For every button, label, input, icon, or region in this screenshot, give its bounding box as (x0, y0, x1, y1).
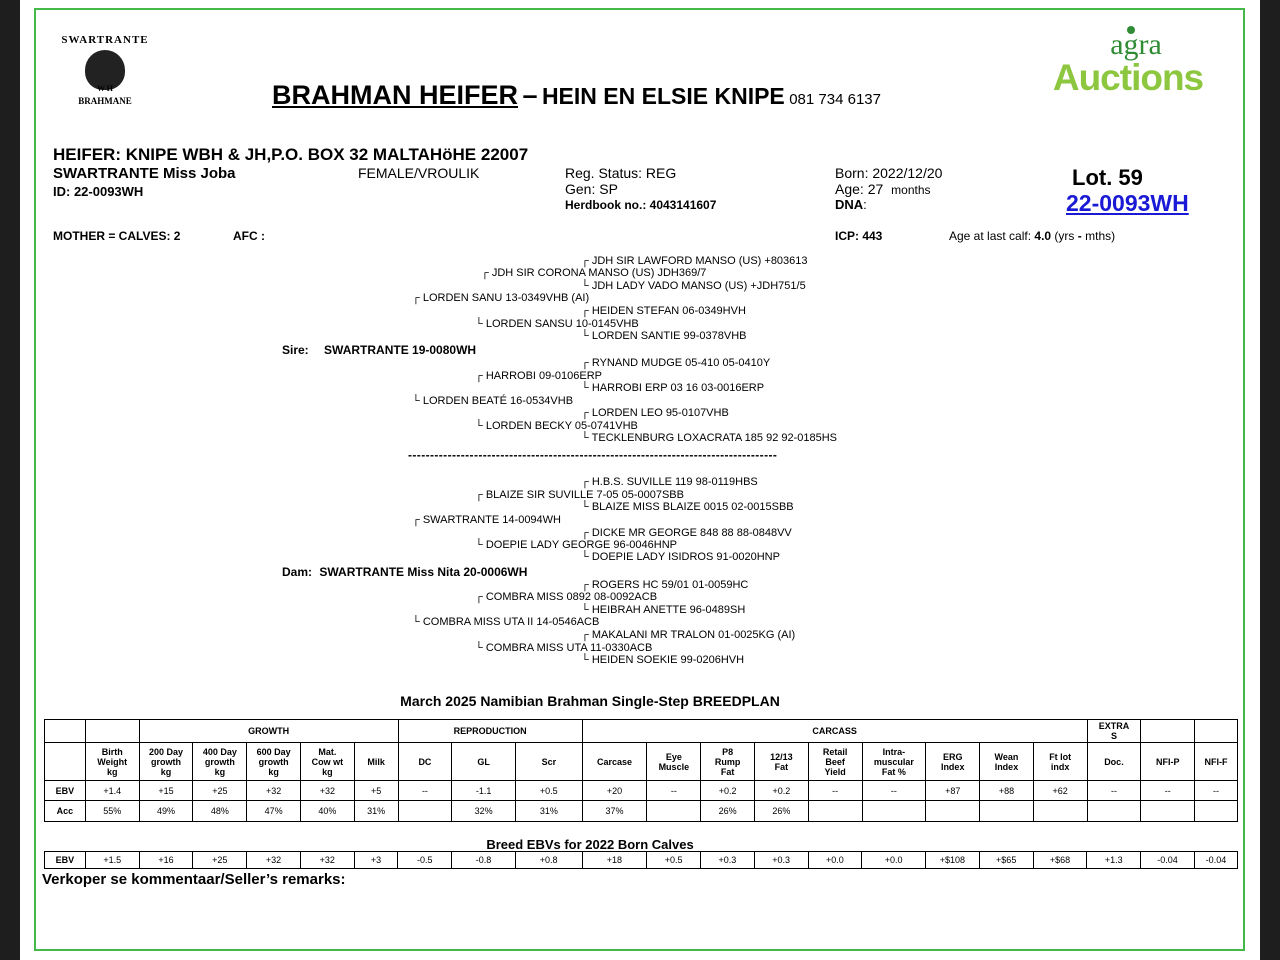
breed-ebv-cell: +1.5 (85, 852, 139, 869)
ebv-cell: +0.2 (701, 781, 755, 801)
breedplan-table (44, 719, 1238, 822)
column-header (139, 743, 193, 781)
pedigree-line: └ TECKLENBURG LOXACRATA 185 92 92-0185HS (581, 432, 838, 444)
column-header-line: GL (477, 756, 490, 767)
extras-line-a: EXTRA (1098, 721, 1130, 731)
column-header-line: Ft lot (1049, 751, 1072, 762)
age-last-calf-unit-b: mths) (1085, 229, 1116, 243)
acc-cell (398, 801, 452, 822)
column-header (701, 743, 755, 781)
column-header-line: 400 Day (202, 746, 237, 757)
breed-ebv-cell: +0.3 (754, 852, 808, 869)
ebv-cell: +0.5 (515, 781, 582, 801)
column-header-line: kg (160, 766, 172, 777)
logo-sub-text: BRAHMANE (78, 96, 132, 106)
column-header-line: kg (214, 766, 226, 777)
acc-cell (1195, 801, 1238, 822)
pedigree-line: └ JDH LADY VADO MANSO (US) +JDH751/5 (581, 280, 806, 292)
heifer-line: HEIFER: KNIPE WBH & JH,P.O. BOX 32 MALTAHöHE 22007 (53, 145, 529, 164)
breed-ebv-cell: +18 (582, 852, 647, 869)
breed-ebv-cell: +16 (139, 852, 193, 869)
column-header-line: Birth (101, 746, 123, 757)
pedigree-line: └ LORDEN SANSU 10-0145VHB (475, 318, 639, 330)
breed-ebv-cell: +0.0 (808, 852, 862, 869)
column-header (926, 743, 980, 781)
age-field (835, 181, 931, 197)
acc-cell (1033, 801, 1087, 822)
acc-cell (862, 801, 926, 822)
column-header (1195, 743, 1238, 781)
column-header (452, 743, 516, 781)
ebv-row-label: EBV (45, 781, 86, 801)
sire-label: Sire: (282, 343, 309, 357)
dna-label: DNA (835, 197, 864, 212)
column-header-line: kg (322, 766, 333, 777)
pedigree-line: ┌ H.B.S. SUVILLE 119 98-0119HBS (581, 476, 758, 488)
phone-number: 081 734 6137 (789, 91, 881, 108)
breed-ebv-cell: +0.3 (700, 852, 754, 869)
column-header-line: 600 Day (256, 746, 291, 757)
dam-row (282, 565, 527, 579)
column-header-line: ERG (942, 751, 963, 762)
ebv-cell: +1.4 (85, 781, 139, 801)
document-page (20, 0, 1260, 960)
column-header-line: Index (994, 761, 1019, 772)
column-header-line: Muscle (658, 761, 690, 772)
column-header (1141, 743, 1195, 781)
acc-cell: 32% (452, 801, 516, 822)
column-header (398, 743, 452, 781)
age-value: Age: 27 (835, 181, 884, 197)
pedigree-line: ┌ SWARTRANTE 14-0094WH (412, 514, 561, 526)
acc-cell (808, 801, 862, 822)
breed-ebv-cell: +3 (354, 852, 398, 869)
ebv-cell: +32 (301, 781, 355, 801)
column-header (354, 743, 398, 781)
column-header-line: growth (258, 756, 289, 767)
title-main: BRAHMAN HEIFER (272, 80, 518, 110)
pedigree-line: ┌ MAKALANI MR TRALON 01-0025KG (AI) (581, 629, 796, 641)
breed-ebv-cell: +25 (193, 852, 247, 869)
born-date: Born: 2022/12/20 (835, 165, 943, 181)
column-header-line: P8 (722, 746, 734, 757)
empty-cell (1195, 720, 1238, 743)
breed-ebv-cell: +32 (247, 852, 301, 869)
acc-cell (647, 801, 701, 822)
pedigree-line: └ COMBRA MISS UTA II 14-0546ACB (412, 616, 600, 628)
pedigree-line: └ HEIBRAH ANETTE 96-0489SH (581, 604, 746, 616)
growth-group-header: GROWTH (139, 720, 398, 743)
empty-cell (45, 743, 86, 781)
column-header-line: 200 Day (149, 746, 184, 757)
dna-field (835, 197, 867, 212)
column-header (582, 743, 647, 781)
herdbook-number: Herdbook no.: 4043141607 (565, 198, 717, 212)
pedigree-line: └ LORDEN BEATÉ 16-0534VHB (412, 395, 574, 407)
age-last-calf (949, 229, 1115, 243)
acc-cell: 49% (139, 801, 193, 822)
ebv-cell: -- (398, 781, 452, 801)
column-header (193, 743, 247, 781)
breed-ebv-cell: -0.5 (398, 852, 452, 869)
pedigree-line: ┌ DICKE MR GEORGE 848 88 88-0848VV (581, 527, 792, 539)
ebv-cell: +62 (1033, 781, 1087, 801)
pedigree-line: └ LORDEN SANTIE 99-0378VHB (581, 330, 747, 342)
breed-ebv-cell: +$68 (1033, 852, 1087, 869)
breed-ebv-cell: +1.3 (1087, 852, 1141, 869)
pedigree-line: ┌ HEIDEN STEFAN 06-0349HVH (581, 305, 746, 317)
carcass-group-header: CARCASS (582, 720, 1087, 743)
column-header-line: 12/13 (770, 751, 793, 762)
column-header-line: Eye (665, 751, 682, 762)
empty-cell (85, 720, 139, 743)
column-header-line: NFI-F (1204, 756, 1228, 767)
animal-name: SWARTRANTE Miss Joba (53, 165, 236, 182)
column-header (980, 743, 1034, 781)
mother-calves: MOTHER = CALVES: 2 (53, 229, 181, 243)
pedigree-line: └ HEIDEN SOEKIE 99-0206HVH (581, 654, 745, 666)
reproduction-group-header: REPRODUCTION (398, 720, 582, 743)
age-unit: months (891, 183, 931, 197)
age-last-calf-value: 4.0 (1034, 229, 1052, 243)
agra-word: agra (1110, 28, 1162, 61)
column-header-line: Fat % (881, 766, 906, 777)
column-header-line: Rump (714, 756, 741, 767)
column-header-line: kg (268, 766, 279, 777)
column-header-line: DC (418, 756, 432, 767)
breed-ebv-cell: +$65 (979, 852, 1033, 869)
column-header-line: Scr (541, 756, 557, 767)
column-header-row (45, 743, 1238, 781)
column-header (1087, 743, 1141, 781)
pedigree-line: ┌ LORDEN SANU 13-0349VHB (AI) (412, 292, 590, 304)
ebv-cell: -- (1141, 781, 1195, 801)
age-last-calf-dash: - (1077, 229, 1082, 243)
breed-ebv-cell: +32 (300, 852, 354, 869)
column-header (247, 743, 301, 781)
column-header-line: Mat. (318, 746, 337, 757)
column-header (808, 743, 862, 781)
acc-cell: 40% (301, 801, 355, 822)
acc-cell: 47% (247, 801, 301, 822)
acc-cell (1087, 801, 1141, 822)
breed-ebv-row (45, 852, 1238, 869)
column-header-line: Milk (367, 756, 385, 767)
group-header-row (45, 720, 1238, 743)
ebv-cell: +88 (980, 781, 1034, 801)
ebv-cell: -- (1195, 781, 1238, 801)
pedigree-line: ┌ COMBRA MISS 0892 08-0092ACB (475, 591, 658, 603)
pedigree-line: └ DOEPIE LADY GEORGE 96-0046HNP (475, 539, 678, 551)
auctions-word: Auctions (1052, 57, 1204, 98)
pedigree-line: ┌ RYNAND MUDGE 05-410 05-0410Y (581, 357, 771, 369)
ebv-cell: +5 (354, 781, 398, 801)
acc-cell: 37% (582, 801, 647, 822)
column-header-line: Wean (994, 751, 1019, 762)
breed-ebv-cell: -0.04 (1141, 852, 1195, 869)
acc-cell: 26% (701, 801, 755, 822)
pedigree-line: └ DOEPIE LADY ISIDROS 91-0020HNP (581, 551, 780, 563)
column-header-line: muscular (873, 756, 914, 767)
column-header-line: growth (151, 756, 182, 767)
ebv-cell: +0.2 (755, 781, 809, 801)
breed-ebv-cell: +0.0 (862, 852, 926, 869)
column-header-line: Index (940, 761, 965, 772)
acc-row (45, 801, 1238, 822)
title-dash: – (522, 80, 538, 110)
page-title (272, 80, 881, 111)
lot-id-link[interactable]: 22-0093WH (1066, 190, 1189, 216)
dam-label: Dam: (282, 565, 313, 579)
logo-initials: W H (96, 84, 114, 93)
column-header (85, 743, 139, 781)
extras-line-b: S (1110, 731, 1117, 741)
ebv-cell: +25 (193, 781, 247, 801)
breed-ebvs-table (44, 851, 1238, 869)
breed-ebv-cell: +$108 (925, 852, 979, 869)
ebv-cell: +15 (139, 781, 193, 801)
column-header-line: Retail (822, 746, 848, 757)
dam-name: SWARTRANTE Miss Nita 20-0006WH (319, 565, 528, 579)
agra-auctions-logo (1036, 30, 1220, 100)
age-last-calf-unit-a: (yrs (1054, 229, 1075, 243)
column-header-line: Cow wt (311, 756, 344, 767)
empty-cell (1141, 720, 1195, 743)
extras-group-header (1087, 720, 1141, 743)
acc-cell: 26% (755, 801, 809, 822)
breed-ebv-cell: +0.8 (515, 852, 582, 869)
pedigree-line: └ HARROBI ERP 03 16 03-0016ERP (581, 382, 765, 394)
logo-arc-text: SWARTRANTE (61, 34, 149, 46)
pedigree-line: ┌ LORDEN LEO 95-0107VHB (581, 407, 729, 419)
ebv-cell: -- (808, 781, 862, 801)
acc-cell (926, 801, 980, 822)
column-header (515, 743, 582, 781)
breed-ebv-cell: +0.5 (647, 852, 701, 869)
column-header-line: Beef (825, 756, 845, 767)
pedigree-line: ┌ ROGERS HC 59/01 01-0059HC (581, 579, 749, 591)
pedigree-separator: ------------------------------------------------------------------------------------ (408, 448, 778, 462)
ebv-cell: +32 (247, 781, 301, 801)
column-header (1033, 743, 1087, 781)
breed-ebv-cell: -0.04 (1194, 852, 1237, 869)
column-header-line: Fat (720, 766, 735, 777)
acc-cell: 55% (85, 801, 139, 822)
icp-value: ICP: 443 (835, 229, 883, 243)
animal-sex: FEMALE/VROULIK (358, 165, 480, 181)
column-header-line: kg (106, 766, 118, 777)
column-header (755, 743, 809, 781)
pedigree-line: ┌ BLAIZE SIR SUVILLE 7-05 05-0007SBB (475, 489, 684, 501)
swartrante-logo (60, 34, 150, 110)
empty-cell (45, 720, 86, 743)
ebv-cell: +87 (926, 781, 980, 801)
pedigree-line: ┌ HARROBI 09-0106ERP (475, 370, 603, 382)
ebv-row (45, 781, 1238, 801)
breed-ebvs-title: Breed EBVs for 2022 Born Calves (486, 837, 694, 852)
pedigree-line: └ LORDEN BECKY 05-0741VHB (475, 420, 638, 432)
pedigree-line: └ COMBRA MISS UTA 11-0330ACB (475, 642, 653, 654)
column-header-line: growth (204, 756, 235, 767)
breed-ebv-row-label: EBV (45, 852, 86, 869)
sire-row (282, 343, 476, 357)
breed-ebv-cell: -0.8 (452, 852, 516, 869)
acc-cell: 31% (354, 801, 398, 822)
pedigree-line: ┌ JDH SIR LAWFORD MANSO (US) +803613 (581, 255, 808, 267)
column-header-line: NFI-P (1155, 756, 1180, 767)
column-header (301, 743, 355, 781)
column-header-line: Weight (97, 756, 128, 767)
gen-status: Gen: SP (565, 181, 618, 197)
afc-label: AFC : (233, 229, 265, 243)
acc-cell (980, 801, 1034, 822)
animal-id: ID: 22-0093WH (53, 184, 144, 199)
column-header-line: Fat (774, 761, 789, 772)
column-header (862, 743, 926, 781)
acc-cell: 31% (515, 801, 582, 822)
ebv-cell: -- (647, 781, 701, 801)
breedplan-title: March 2025 Namibian Brahman Single-Step BREEDPLAN (400, 693, 780, 709)
dna-colon: : (863, 197, 867, 212)
ebv-cell: +20 (582, 781, 647, 801)
column-header-line: Intra- (882, 746, 906, 757)
sire-name: SWARTRANTE 19-0080WH (324, 343, 477, 357)
column-header-line: indx (1050, 761, 1070, 772)
column-header-line: Doc. (1104, 756, 1124, 767)
ebv-cell: -1.1 (452, 781, 516, 801)
acc-row-label: Acc (45, 801, 86, 822)
pedigree-line: ┌ JDH SIR CORONA MANSO (US) JDH369/7 (481, 267, 707, 279)
age-last-calf-label: Age at last calf: (949, 229, 1032, 243)
seller-remarks-label: Verkoper se kommentaar/Seller’s remarks: (42, 871, 346, 888)
lot-number: Lot. 59 (1072, 165, 1143, 190)
pedigree-line: └ BLAIZE MISS BLAIZE 0015 02-0015SBB (581, 501, 794, 513)
acc-cell: 48% (193, 801, 247, 822)
column-header-line: Carcase (597, 756, 633, 767)
ebv-cell: -- (862, 781, 926, 801)
title-owner: HEIN EN ELSIE KNIPE (541, 83, 785, 109)
acc-cell (1141, 801, 1195, 822)
column-header (647, 743, 701, 781)
column-header-line: Yield (824, 766, 846, 777)
ebv-cell: -- (1087, 781, 1141, 801)
reg-status: Reg. Status: REG (565, 165, 677, 181)
